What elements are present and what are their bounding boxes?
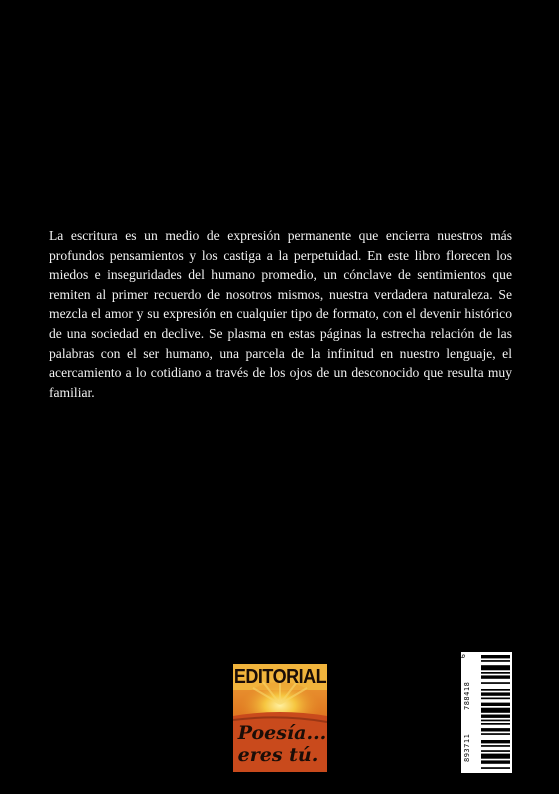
publisher-logo: [233, 664, 327, 772]
barcode-digits-group-2: 893711: [463, 733, 471, 762]
back-cover-blurb: La escritura es un medio de expresión permanente que encierra nuestros más profundos pensamientos y los castiga a la perpetuidad. En este libro florecen los miedos e inseguridades del humano promedio, un cónclave de sentimientos que remiten al primer recuerdo de nosotros mismos, nuestra verdadera naturaleza. Se mezcla el amor y su expresión en cualquier tipo de formato, con el devenir histórico de una sociedad en declive. Se plasma en estas páginas la estrecha relación de las palabras con el ser humano, una parcela de la infinitud en nuestro lenguaje, el acercamiento a lo cotidiano a través de los ojos de un desconocido que resulta muy familiar.: [49, 228, 512, 400]
barcode-digits-group-1: 788418: [463, 681, 471, 710]
isbn-barcode: [458, 652, 512, 773]
barcode-lead-digit: 9: [458, 654, 466, 659]
logo-line-1: Poesía...: [237, 722, 327, 744]
logo-line-2: eres tú.: [237, 744, 319, 766]
logo-top-text: EDITORIAL: [233, 664, 327, 688]
